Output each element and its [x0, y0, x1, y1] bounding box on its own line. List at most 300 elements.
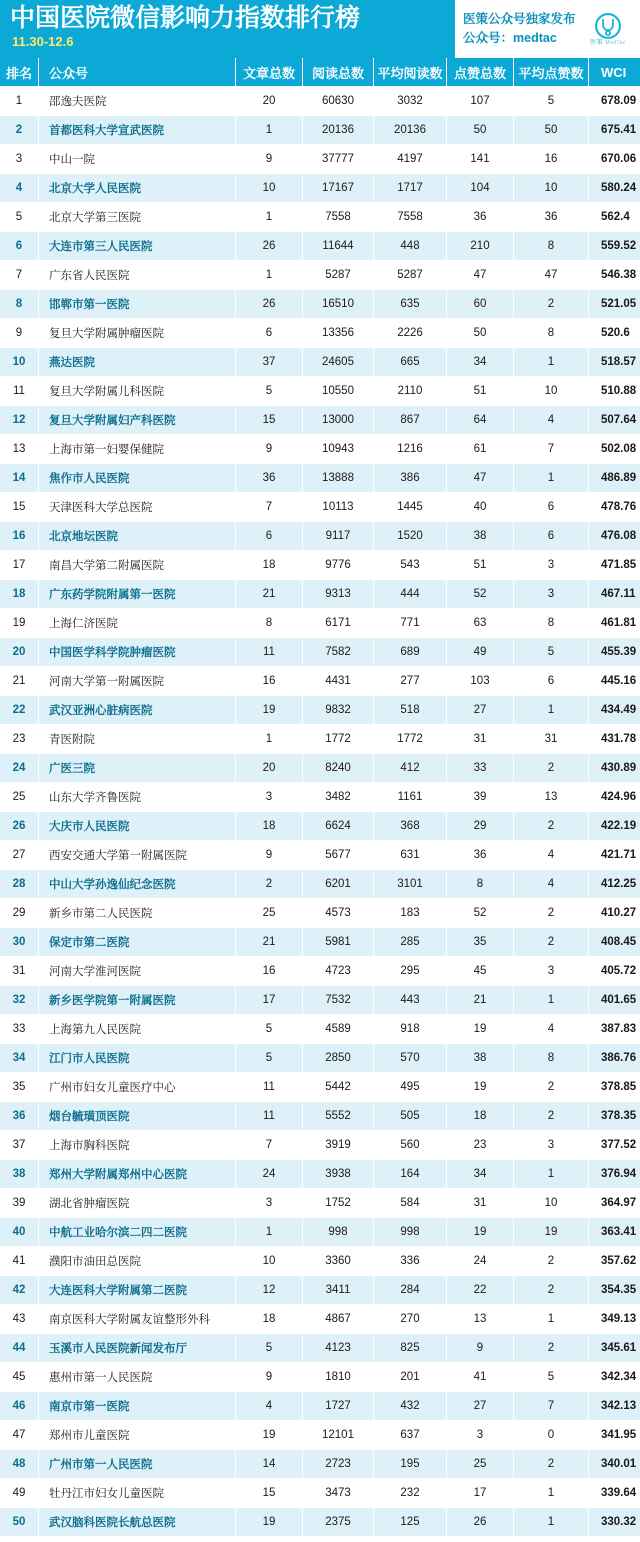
cell-account: 复旦大学附属肿瘤医院	[39, 319, 236, 348]
cell-articles: 18	[236, 1305, 303, 1334]
cell-avg-reads: 164	[374, 1160, 447, 1189]
cell-rank: 48	[0, 1450, 39, 1479]
cell-avg-reads: 295	[374, 957, 447, 986]
cell-wci: 520.6	[589, 319, 640, 348]
cell-reads: 11644	[303, 232, 374, 261]
table-row	[0, 1102, 640, 1131]
table-row	[0, 754, 640, 783]
cell-avg-likes: 10	[514, 1189, 589, 1218]
cell-avg-reads: 505	[374, 1102, 447, 1131]
cell-reads: 13356	[303, 319, 374, 348]
cell-account: 烟台毓璜顶医院	[39, 1102, 236, 1131]
cell-likes: 103	[447, 667, 514, 696]
cell-reads: 4589	[303, 1015, 374, 1044]
cell-rank: 29	[0, 899, 39, 928]
cell-wci: 507.64	[589, 406, 640, 435]
cell-avg-likes: 0	[514, 1421, 589, 1450]
cell-reads: 5677	[303, 841, 374, 870]
cell-avg-reads: 637	[374, 1421, 447, 1450]
cell-rank: 34	[0, 1044, 39, 1073]
cell-wci: 422.19	[589, 812, 640, 841]
cell-wci: 430.89	[589, 754, 640, 783]
cell-likes: 3	[447, 1421, 514, 1450]
cell-rank: 14	[0, 464, 39, 493]
cell-account: 中国医学科学院肿瘤医院	[39, 638, 236, 667]
cell-avg-reads: 412	[374, 754, 447, 783]
cell-articles: 21	[236, 928, 303, 957]
cell-articles: 19	[236, 1421, 303, 1450]
page-title: 中国医院微信影响力指数排行榜	[10, 4, 361, 32]
cell-avg-likes: 3	[514, 551, 589, 580]
cell-avg-likes: 16	[514, 145, 589, 174]
logo-en: MedTac	[605, 39, 626, 46]
table-row	[0, 319, 640, 348]
table-row	[0, 87, 640, 116]
cell-wci: 349.13	[589, 1305, 640, 1334]
table-row	[0, 609, 640, 638]
cell-reads: 3473	[303, 1479, 374, 1508]
cell-account: 濮阳市油田总医院	[39, 1247, 236, 1276]
cell-wci: 342.13	[589, 1392, 640, 1421]
cell-likes: 27	[447, 1392, 514, 1421]
cell-wci: 340.01	[589, 1450, 640, 1479]
table-row	[0, 493, 640, 522]
cell-rank: 5	[0, 203, 39, 232]
cell-wci: 455.39	[589, 638, 640, 667]
table-row	[0, 232, 640, 261]
cell-wci: 445.16	[589, 667, 640, 696]
cell-avg-likes: 3	[514, 580, 589, 609]
cell-account: 河南大学淮河医院	[39, 957, 236, 986]
cell-rank: 6	[0, 232, 39, 261]
cell-avg-reads: 7558	[374, 203, 447, 232]
cell-rank: 41	[0, 1247, 39, 1276]
table-row	[0, 696, 640, 725]
cell-rank: 13	[0, 435, 39, 464]
cell-reads: 3411	[303, 1276, 374, 1305]
account-label: 公众号：	[463, 31, 514, 45]
table-row	[0, 1508, 640, 1537]
table-row	[0, 1479, 640, 1508]
cell-account: 中航工业哈尔滨二四二医院	[39, 1218, 236, 1247]
cell-likes: 18	[447, 1102, 514, 1131]
cell-reads: 9776	[303, 551, 374, 580]
cell-reads: 10113	[303, 493, 374, 522]
cell-avg-reads: 771	[374, 609, 447, 638]
cell-avg-likes: 6	[514, 522, 589, 551]
table-row	[0, 638, 640, 667]
cell-likes: 35	[447, 928, 514, 957]
cell-articles: 10	[236, 1247, 303, 1276]
cell-likes: 26	[447, 1508, 514, 1537]
cell-account: 邯郸市第一医院	[39, 290, 236, 319]
table-row	[0, 957, 640, 986]
table-row	[0, 783, 640, 812]
cell-avg-reads: 689	[374, 638, 447, 667]
cell-wci: 476.08	[589, 522, 640, 551]
cell-reads: 10550	[303, 377, 374, 406]
col-wci: WCI	[589, 58, 640, 87]
cell-account: 青医附院	[39, 725, 236, 754]
cell-account: 北京大学第三医院	[39, 203, 236, 232]
cell-likes: 29	[447, 812, 514, 841]
table-row	[0, 928, 640, 957]
cell-articles: 3	[236, 1189, 303, 1218]
cell-avg-likes: 10	[514, 377, 589, 406]
cell-account: 复旦大学附属妇产科医院	[39, 406, 236, 435]
cell-avg-likes: 13	[514, 783, 589, 812]
cell-articles: 36	[236, 464, 303, 493]
cell-wci: 345.61	[589, 1334, 640, 1363]
cell-avg-likes: 47	[514, 261, 589, 290]
table-row	[0, 841, 640, 870]
cell-avg-reads: 998	[374, 1218, 447, 1247]
cell-avg-likes: 2	[514, 899, 589, 928]
cell-articles: 19	[236, 1508, 303, 1537]
cell-articles: 16	[236, 667, 303, 696]
table-row	[0, 1334, 640, 1363]
cell-avg-reads: 495	[374, 1073, 447, 1102]
cell-reads: 5981	[303, 928, 374, 957]
cell-avg-likes: 2	[514, 1450, 589, 1479]
cell-wci: 546.38	[589, 261, 640, 290]
cell-avg-reads: 277	[374, 667, 447, 696]
cell-reads: 2723	[303, 1450, 374, 1479]
table-row	[0, 464, 640, 493]
table-row	[0, 1276, 640, 1305]
table-row	[0, 174, 640, 203]
cell-avg-likes: 8	[514, 1044, 589, 1073]
cell-reads: 7558	[303, 203, 374, 232]
table-row	[0, 1044, 640, 1073]
cell-account: 新乡医学院第一附属医院	[39, 986, 236, 1015]
cell-articles: 37	[236, 348, 303, 377]
cell-wci: 357.62	[589, 1247, 640, 1276]
cell-reads: 3482	[303, 783, 374, 812]
cell-reads: 4123	[303, 1334, 374, 1363]
cell-account: 南京医科大学附属友谊整形外科	[39, 1305, 236, 1334]
cell-wci: 424.96	[589, 783, 640, 812]
page-header	[0, 0, 640, 58]
cell-wci: 363.41	[589, 1218, 640, 1247]
cell-rank: 18	[0, 580, 39, 609]
cell-rank: 15	[0, 493, 39, 522]
table-row	[0, 1450, 640, 1479]
table-row	[0, 870, 640, 899]
table-row	[0, 1073, 640, 1102]
cell-avg-reads: 1520	[374, 522, 447, 551]
table-row	[0, 1131, 640, 1160]
cell-rank: 39	[0, 1189, 39, 1218]
cell-reads: 1727	[303, 1392, 374, 1421]
table-row	[0, 145, 640, 174]
cell-articles: 12	[236, 1276, 303, 1305]
cell-rank: 20	[0, 638, 39, 667]
cell-articles: 4	[236, 1392, 303, 1421]
header-publisher-block	[455, 0, 640, 58]
cell-wci: 408.45	[589, 928, 640, 957]
cell-likes: 34	[447, 1160, 514, 1189]
cell-avg-likes: 1	[514, 696, 589, 725]
cell-likes: 52	[447, 899, 514, 928]
table-row	[0, 1189, 640, 1218]
col-account: 公众号	[39, 58, 236, 87]
cell-avg-likes: 2	[514, 754, 589, 783]
cell-wci: 387.83	[589, 1015, 640, 1044]
cell-articles: 5	[236, 1044, 303, 1073]
cell-account: 南京市第一医院	[39, 1392, 236, 1421]
cell-likes: 31	[447, 1189, 514, 1218]
cell-avg-reads: 1161	[374, 783, 447, 812]
cell-articles: 1	[236, 116, 303, 145]
cell-wci: 675.41	[589, 116, 640, 145]
cell-avg-reads: 444	[374, 580, 447, 609]
cell-likes: 9	[447, 1334, 514, 1363]
cell-likes: 38	[447, 1044, 514, 1073]
cell-avg-likes: 8	[514, 232, 589, 261]
cell-avg-reads: 4197	[374, 145, 447, 174]
date-range: 11.30-12.6	[12, 34, 74, 49]
cell-reads: 8240	[303, 754, 374, 783]
cell-articles: 19	[236, 696, 303, 725]
cell-likes: 17	[447, 1479, 514, 1508]
cell-wci: 377.52	[589, 1131, 640, 1160]
cell-likes: 51	[447, 377, 514, 406]
cell-account: 广东药学院附属第一医院	[39, 580, 236, 609]
cell-articles: 18	[236, 551, 303, 580]
cell-reads: 13000	[303, 406, 374, 435]
col-avg-reads: 平均阅读数	[374, 58, 447, 87]
cell-reads: 2850	[303, 1044, 374, 1073]
cell-rank: 21	[0, 667, 39, 696]
cell-articles: 5	[236, 1334, 303, 1363]
table-row	[0, 348, 640, 377]
cell-wci: 401.65	[589, 986, 640, 1015]
cell-avg-likes: 7	[514, 435, 589, 464]
cell-avg-likes: 1	[514, 1305, 589, 1334]
col-avg-likes: 平均点赞数	[514, 58, 589, 87]
cell-wci: 678.09	[589, 87, 640, 116]
cell-avg-reads: 1717	[374, 174, 447, 203]
cell-likes: 23	[447, 1131, 514, 1160]
cell-reads: 9832	[303, 696, 374, 725]
cell-articles: 11	[236, 1073, 303, 1102]
cell-reads: 6201	[303, 870, 374, 899]
cell-avg-likes: 1	[514, 986, 589, 1015]
cell-reads: 1772	[303, 725, 374, 754]
cell-articles: 11	[236, 1102, 303, 1131]
col-likes: 点赞总数	[447, 58, 514, 87]
cell-avg-reads: 368	[374, 812, 447, 841]
cell-avg-likes: 1	[514, 1479, 589, 1508]
cell-rank: 17	[0, 551, 39, 580]
cell-avg-likes: 4	[514, 870, 589, 899]
cell-avg-likes: 31	[514, 725, 589, 754]
cell-wci: 431.78	[589, 725, 640, 754]
cell-rank: 9	[0, 319, 39, 348]
cell-likes: 25	[447, 1450, 514, 1479]
cell-reads: 17167	[303, 174, 374, 203]
cell-rank: 33	[0, 1015, 39, 1044]
cell-avg-reads: 560	[374, 1131, 447, 1160]
logo-caption	[590, 40, 626, 47]
cell-avg-likes: 1	[514, 1160, 589, 1189]
table-row	[0, 1247, 640, 1276]
cell-avg-reads: 386	[374, 464, 447, 493]
cell-likes: 36	[447, 203, 514, 232]
cell-account: 天津医科大学总医院	[39, 493, 236, 522]
cell-wci: 376.94	[589, 1160, 640, 1189]
cell-wci: 378.85	[589, 1073, 640, 1102]
cell-account: 武汉亚洲心脏病医院	[39, 696, 236, 725]
cell-account: 北京大学人民医院	[39, 174, 236, 203]
cell-reads: 4573	[303, 899, 374, 928]
cell-wci: 412.25	[589, 870, 640, 899]
cell-articles: 11	[236, 638, 303, 667]
cell-account: 上海市第一妇婴保健院	[39, 435, 236, 464]
table-row	[0, 377, 640, 406]
cell-reads: 3360	[303, 1247, 374, 1276]
cell-likes: 52	[447, 580, 514, 609]
cell-articles: 2	[236, 870, 303, 899]
cell-articles: 7	[236, 1131, 303, 1160]
cell-articles: 3	[236, 783, 303, 812]
cell-avg-reads: 443	[374, 986, 447, 1015]
cell-reads: 2375	[303, 1508, 374, 1537]
cell-likes: 64	[447, 406, 514, 435]
cell-reads: 4867	[303, 1305, 374, 1334]
cell-rank: 2	[0, 116, 39, 145]
cell-wci: 341.95	[589, 1421, 640, 1450]
cell-avg-likes: 5	[514, 87, 589, 116]
table-row	[0, 1421, 640, 1450]
cell-reads: 998	[303, 1218, 374, 1247]
cell-avg-likes: 2	[514, 928, 589, 957]
cell-articles: 9	[236, 841, 303, 870]
cell-reads: 4723	[303, 957, 374, 986]
cell-likes: 19	[447, 1015, 514, 1044]
cell-rank: 16	[0, 522, 39, 551]
cell-account: 保定市第二医院	[39, 928, 236, 957]
cell-avg-likes: 4	[514, 406, 589, 435]
cell-rank: 3	[0, 145, 39, 174]
cell-reads: 24605	[303, 348, 374, 377]
cell-rank: 31	[0, 957, 39, 986]
cell-likes: 47	[447, 261, 514, 290]
cell-wci: 467.11	[589, 580, 640, 609]
cell-likes: 63	[447, 609, 514, 638]
cell-reads: 7582	[303, 638, 374, 667]
cell-reads: 6624	[303, 812, 374, 841]
cell-avg-reads: 5287	[374, 261, 447, 290]
cell-articles: 7	[236, 493, 303, 522]
cell-likes: 31	[447, 725, 514, 754]
cell-avg-reads: 825	[374, 1334, 447, 1363]
cell-avg-reads: 20136	[374, 116, 447, 145]
cell-reads: 16510	[303, 290, 374, 319]
header-row	[0, 58, 640, 87]
cell-rank: 50	[0, 1508, 39, 1537]
cell-articles: 1	[236, 261, 303, 290]
cell-rank: 24	[0, 754, 39, 783]
cell-avg-likes: 4	[514, 1015, 589, 1044]
cell-avg-likes: 1	[514, 348, 589, 377]
publisher-text	[463, 10, 582, 48]
cell-reads: 9313	[303, 580, 374, 609]
cell-likes: 104	[447, 174, 514, 203]
table-row	[0, 203, 640, 232]
cell-avg-likes: 4	[514, 841, 589, 870]
cell-rank: 45	[0, 1363, 39, 1392]
cell-account: 惠州市第一人民医院	[39, 1363, 236, 1392]
cell-account: 西安交通大学第一附属医院	[39, 841, 236, 870]
cell-avg-likes: 6	[514, 493, 589, 522]
cell-articles: 1	[236, 725, 303, 754]
cell-articles: 25	[236, 899, 303, 928]
cell-account: 大连医科大学附属第二医院	[39, 1276, 236, 1305]
cell-likes: 45	[447, 957, 514, 986]
cell-reads: 20136	[303, 116, 374, 145]
col-articles: 文章总数	[236, 58, 303, 87]
cell-account: 南昌大学第二附属医院	[39, 551, 236, 580]
cell-account: 燕达医院	[39, 348, 236, 377]
cell-articles: 6	[236, 319, 303, 348]
cell-avg-likes: 1	[514, 464, 589, 493]
cell-account: 大庆市人民医院	[39, 812, 236, 841]
cell-avg-likes: 8	[514, 609, 589, 638]
cell-articles: 10	[236, 174, 303, 203]
cell-reads: 5442	[303, 1073, 374, 1102]
table-row	[0, 986, 640, 1015]
cell-rank: 12	[0, 406, 39, 435]
cell-account: 玉溪市人民医院新闻发布厅	[39, 1334, 236, 1363]
table-row	[0, 1305, 640, 1334]
cell-account: 山东大学齐鲁医院	[39, 783, 236, 812]
cell-likes: 47	[447, 464, 514, 493]
cell-avg-likes: 5	[514, 1363, 589, 1392]
cell-account: 邵逸夫医院	[39, 87, 236, 116]
cell-wci: 339.64	[589, 1479, 640, 1508]
cell-avg-likes: 10	[514, 174, 589, 203]
table-row	[0, 899, 640, 928]
cell-account: 中山大学孙逸仙纪念医院	[39, 870, 236, 899]
cell-avg-likes: 3	[514, 957, 589, 986]
cell-avg-likes: 6	[514, 667, 589, 696]
cell-wci: 502.08	[589, 435, 640, 464]
cell-account: 首都医科大学宣武医院	[39, 116, 236, 145]
cell-account: 广东省人民医院	[39, 261, 236, 290]
table-row	[0, 406, 640, 435]
cell-avg-reads: 432	[374, 1392, 447, 1421]
cell-account: 焦作市人民医院	[39, 464, 236, 493]
col-rank: 排名	[0, 58, 39, 87]
cell-likes: 39	[447, 783, 514, 812]
table-row	[0, 580, 640, 609]
cell-avg-reads: 195	[374, 1450, 447, 1479]
cell-avg-reads: 183	[374, 899, 447, 928]
cell-reads: 9117	[303, 522, 374, 551]
table-row	[0, 435, 640, 464]
cell-avg-reads: 570	[374, 1044, 447, 1073]
cell-avg-likes: 2	[514, 812, 589, 841]
cell-reads: 5287	[303, 261, 374, 290]
cell-wci: 518.57	[589, 348, 640, 377]
table-row	[0, 812, 640, 841]
cell-articles: 26	[236, 290, 303, 319]
cell-account: 湖北省肿瘤医院	[39, 1189, 236, 1218]
table-row	[0, 290, 640, 319]
table-row	[0, 522, 640, 551]
